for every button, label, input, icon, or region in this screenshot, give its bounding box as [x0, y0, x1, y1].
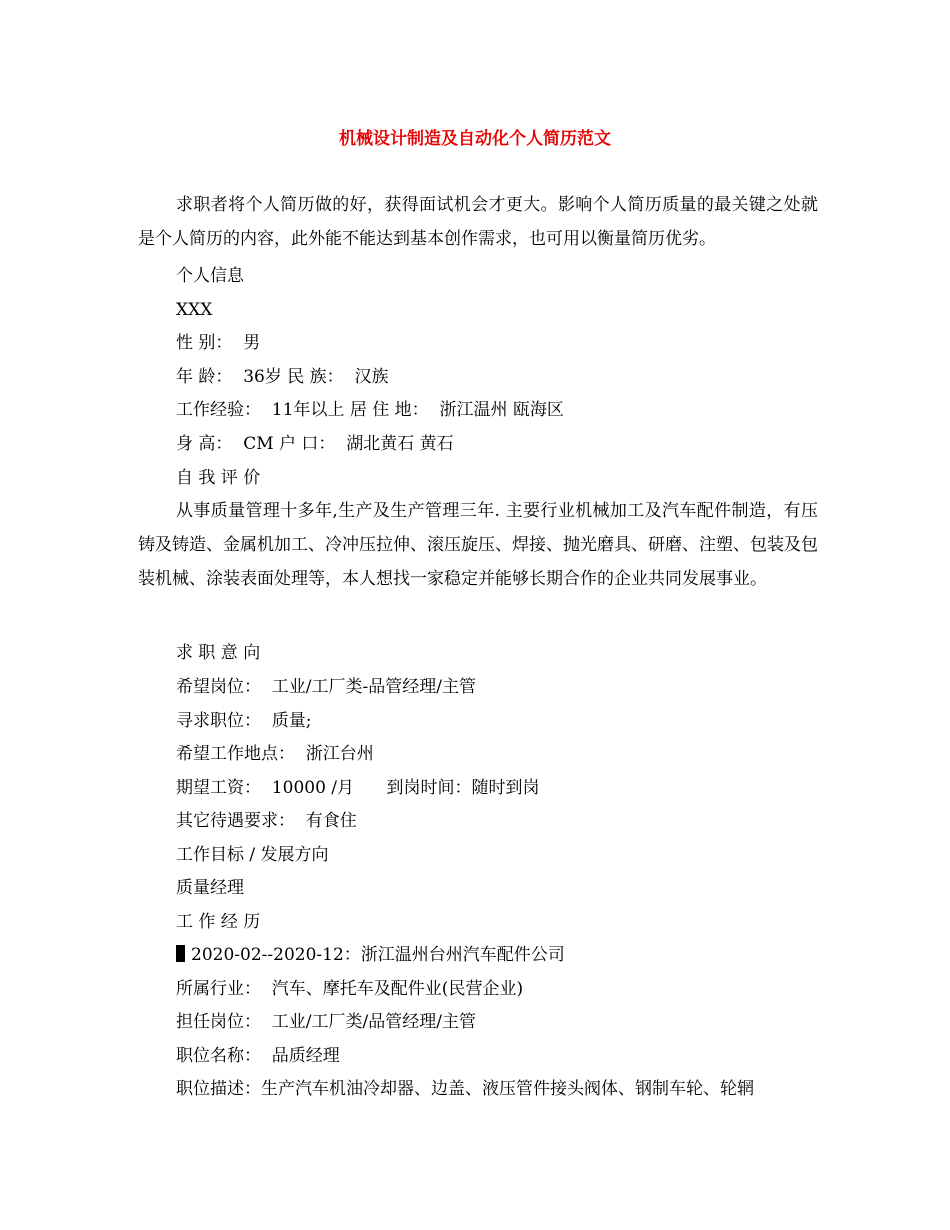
age-ethnicity-line: 年 龄： 36岁 民 族： 汉族: [176, 367, 389, 387]
self-evaluation-heading: 自 我 评 价: [176, 468, 261, 488]
work-period-line: [176, 943, 565, 967]
work-goal-heading: 工作目标 / 发展方向: [176, 845, 329, 865]
personal-info-heading: 个人信息: [176, 266, 244, 286]
desired-location-line: 希望工作地点： 浙江台州: [176, 744, 374, 764]
experience-residence-line: 工作经验： 11年以上 居 住 地： 浙江温州 瓯海区: [176, 400, 564, 420]
job-title-line: 职位名称： 品质经理: [176, 1046, 340, 1066]
job-description-line: 职位描述：生产汽车机油冷却器、边盖、液压管件接头阀体、钢制车轮、轮辋: [176, 1079, 754, 1099]
bullet-block-icon: [176, 945, 185, 962]
work-goal-text: 质量经理: [176, 878, 244, 898]
desired-position-line: 希望岗位： 工业/工厂类-品管经理/主管: [176, 677, 477, 697]
industry-line: 所属行业： 汽车、摩托车及配件业(民营企业): [176, 979, 524, 999]
work-history-heading: 工 作 经 历: [176, 912, 261, 932]
job-intent-heading: 求 职 意 向: [176, 643, 261, 663]
self-evaluation-paragraph: 从事质量管理十多年,生产及生产管理三年. 主要行业机械加工及汽车配件制造，有压铸及铸造、金属机加工、冷冲压拉伸、滚压旋压、焊接、抛光磨具、研磨、注塑、包装及包装机械、涂装表面处理等，本人想找一家稳定并能够长期合作的企业共同发展事业。: [138, 501, 818, 589]
salary-arrival-line: 期望工资： 10000 /月 到岗时间：随时到岗: [176, 778, 540, 798]
intro-paragraph: 求职者将个人简历做的好，获得面试机会才更大。影响个人简历质量的最关键之处就是个人简历的内容，此外能不能达到基本创作需求，也可用以衡量简历优劣。: [138, 195, 818, 249]
document-title: 机械设计制造及自动化个人简历范文: [339, 129, 611, 149]
position-line: 担任岗位： 工业/工厂类/品管经理/主管: [176, 1012, 476, 1032]
seek-position-line: 寻求职位： 质量;: [176, 711, 312, 731]
gender-line: 性 别： 男: [176, 333, 261, 353]
other-requirements-line: 其它待遇要求： 有食住: [176, 811, 357, 831]
name-value: XXX: [176, 300, 213, 320]
work-period-text: 2020-02--2020-12：浙江温州台州汽车配件公司: [191, 945, 565, 965]
height-hukou-line: 身 高： CM 户 口： 湖北黄石 黄石: [176, 434, 454, 454]
